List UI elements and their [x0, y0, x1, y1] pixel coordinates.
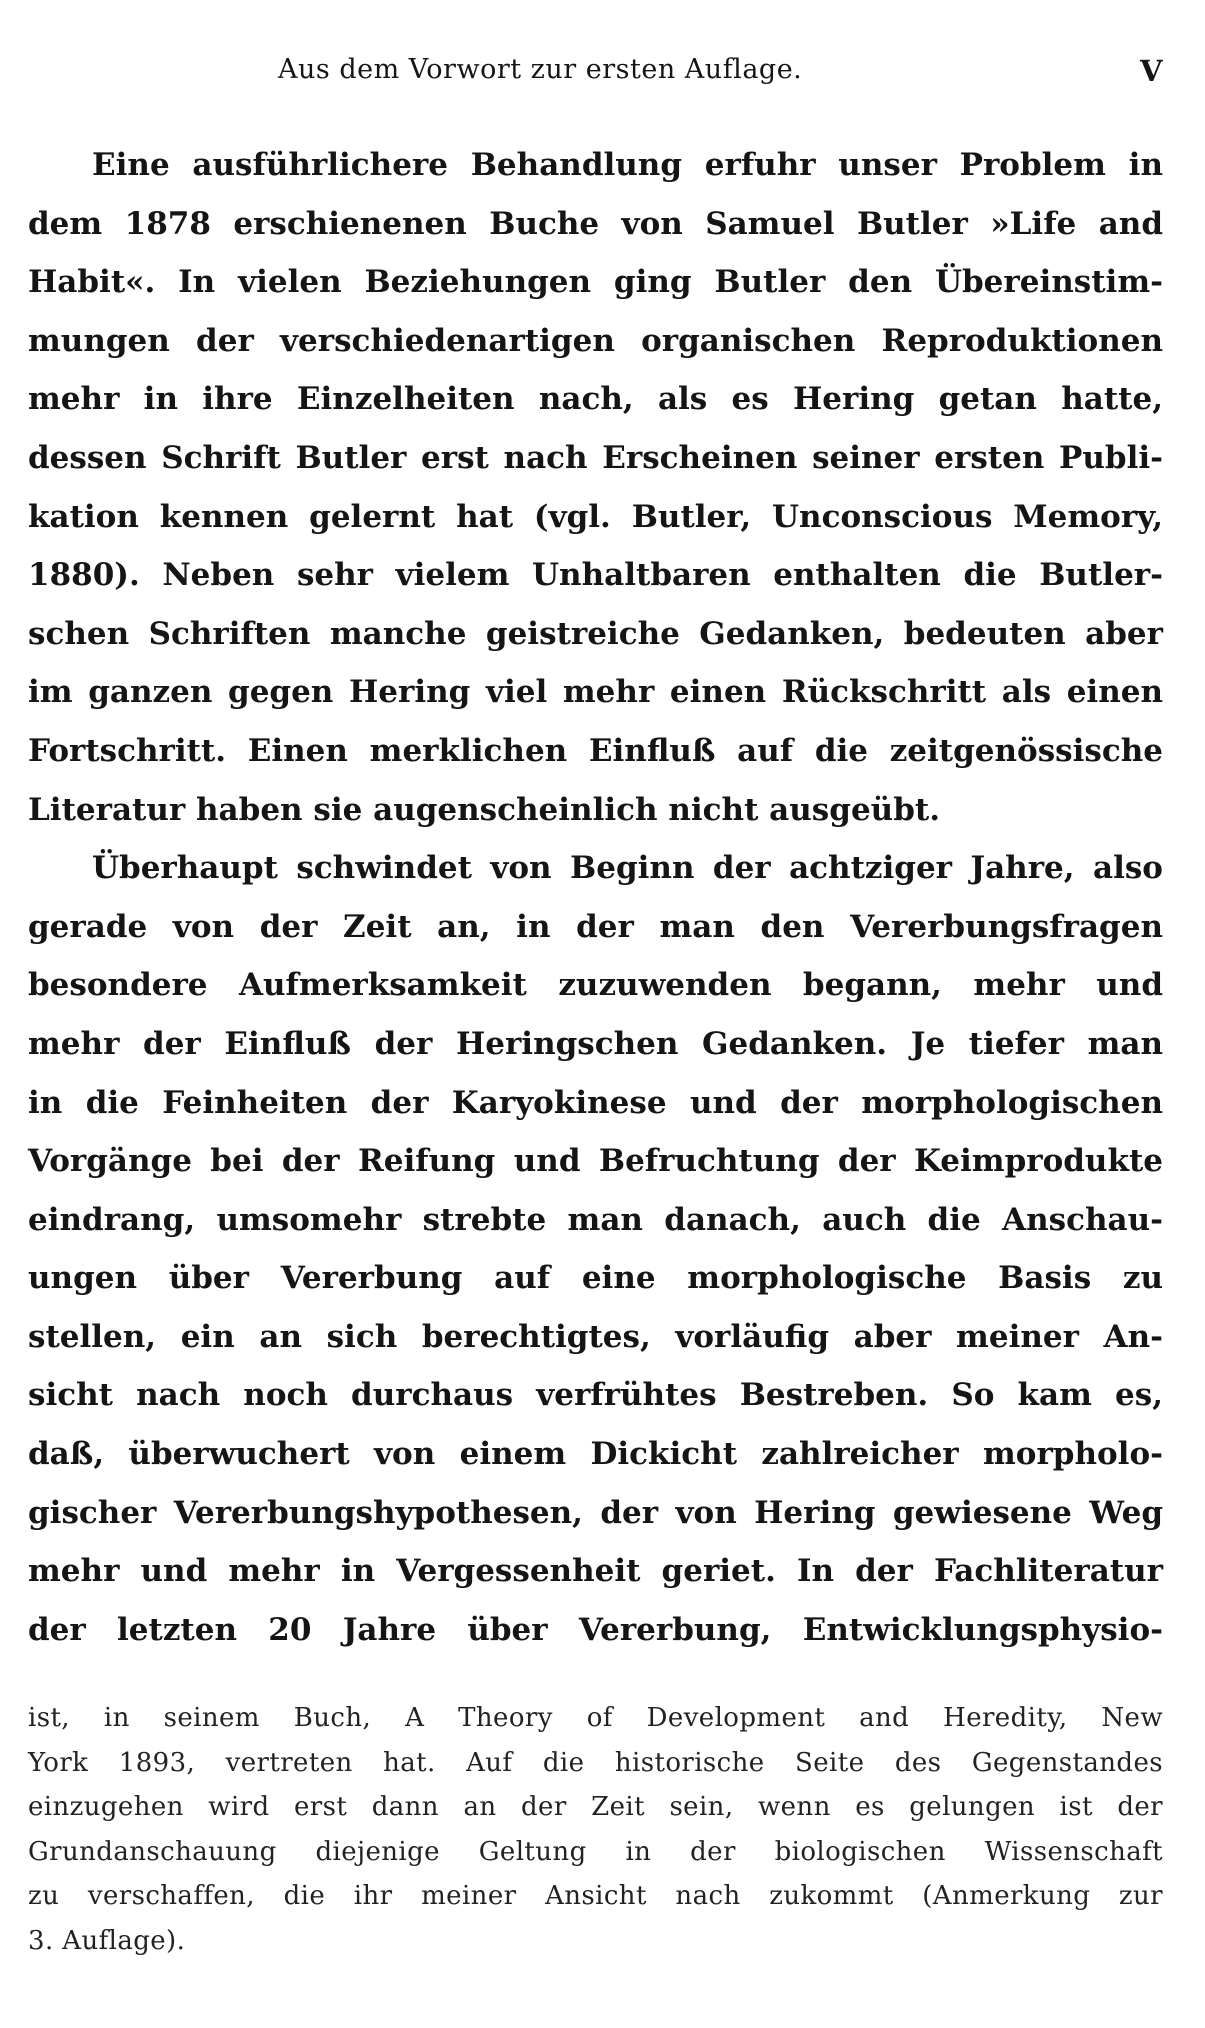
text-line: Literatur haben sie augenscheinlich nicht ausgeübt.	[28, 791, 940, 828]
text-line: Habit«. In vielen Beziehungen ging Butler den Übereinstim-	[28, 264, 1163, 301]
text-line: sicht nach noch durchaus verfrühtes Bestreben. So kam es,	[28, 1377, 1163, 1414]
footnote-line: York 1893, vertreten hat. Auf die historische Seite des Gegenstandes	[28, 1747, 1163, 1778]
footnote-line: ist, in seinem Buch, A Theory of Development and Heredity, New	[28, 1703, 1163, 1733]
page-number: V	[1139, 54, 1163, 88]
page-header	[28, 54, 1163, 94]
text-line: der letzten 20 Jahre über Vererbung, Entwicklungsphysio-	[28, 1611, 1163, 1648]
text-line: Eine ausführlichere Behandlung erfuhr unser Problem in	[92, 147, 1163, 183]
text-line: 1880). Neben sehr vielem Unhaltbaren enthalten die Butler-	[28, 557, 1163, 594]
text-line: Fortschritt. Einen merklichen Einfluß auf die zeitgenössische	[28, 732, 1163, 769]
main-text	[28, 136, 1163, 1659]
text-line: mehr der Einfluß der Heringschen Gedanken. Je tiefer man	[28, 1025, 1163, 1062]
text-line: im ganzen gegen Hering viel mehr einen Rückschritt als einen	[28, 674, 1163, 711]
text-line: dem 1878 erschienenen Buche von Samuel Butler »Life and	[28, 205, 1163, 242]
footnote-line: Grundanschauung diejenige Geltung in der biologischen Wissenschaft	[28, 1836, 1163, 1867]
text-line: stellen, ein an sich berechtigtes, vorläufig aber meiner An-	[28, 1318, 1163, 1355]
text-line: Vorgänge bei der Reifung und Befruchtung der Keimprodukte	[28, 1143, 1163, 1180]
text-line: dessen Schrift Butler erst nach Erscheinen seiner ersten Publi-	[28, 439, 1163, 476]
text-line: ungen über Vererbung auf eine morphologische Basis zu	[28, 1260, 1163, 1297]
footnote-line: zu verschaffen, die ihr meiner Ansicht nach zukommt (Anmerkung zur	[28, 1881, 1163, 1912]
text-line: daß, überwuchert von einem Dickicht zahlreicher morpholo-	[28, 1436, 1163, 1473]
text-line: in die Feinheiten der Karyokinese und der morphologischen	[28, 1084, 1163, 1121]
text-line: besondere Aufmerksamkeit zuzuwenden begann, mehr und	[28, 967, 1163, 1004]
text-line: mehr in ihre Einzelheiten nach, als es Hering getan hatte,	[28, 381, 1163, 418]
footnote	[28, 1696, 1163, 1964]
text-line: mehr und mehr in Vergessenheit geriet. In der Fachliteratur	[28, 1553, 1163, 1590]
text-line: eindrang, umsomehr strebte man danach, auch die Anschau-	[28, 1201, 1163, 1238]
running-title: Aus dem Vorwort zur ersten Auflage.	[278, 54, 803, 85]
text-line: schen Schriften manche geistreiche Gedanken, bedeuten aber	[28, 615, 1163, 652]
text-line: gerade von der Zeit an, in der man den Vererbungsfragen	[28, 908, 1163, 945]
text-line: kation kennen gelernt hat (vgl. Butler, Unconscious Memory,	[28, 498, 1163, 535]
text-line: Überhaupt schwindet von Beginn der achtziger Jahre, also	[92, 850, 1163, 887]
footnote-line: 3. Auflage).	[28, 1925, 186, 1956]
text-line: gischer Vererbungshypothesen, der von Hering gewiesene Weg	[28, 1494, 1163, 1531]
text-line: mungen der verschiedenartigen organischen Reproduktionen	[28, 322, 1163, 359]
footnote-line: einzugehen wird erst dann an der Zeit sein, wenn es gelungen ist der	[28, 1792, 1163, 1823]
